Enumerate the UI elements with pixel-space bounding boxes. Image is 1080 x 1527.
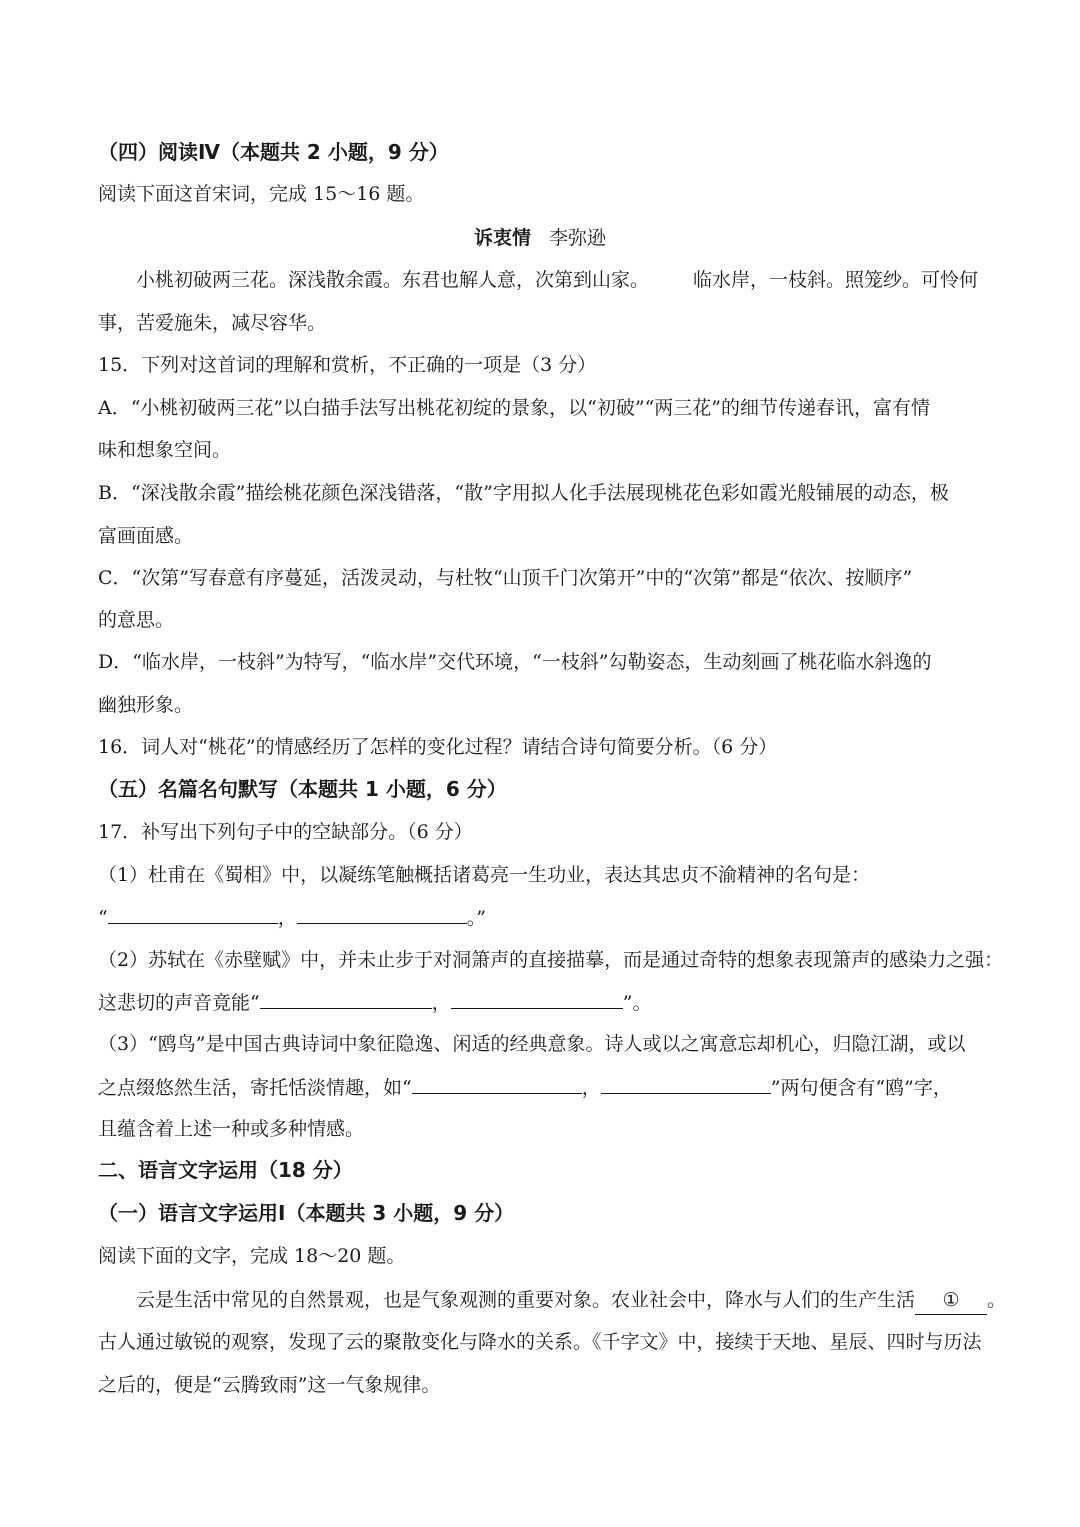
part-2-heading: 二、语言文字运用（18 分） xyxy=(98,1158,353,1182)
option-a-line-1: A．“小桃初破两三花”以白描手法写出桃花初绽的景象，以“初破”“两三花”的细节传递春讯，富有情 xyxy=(98,397,931,419)
poem-title: 诉衷情 xyxy=(473,227,531,249)
answer-blank-6[interactable] xyxy=(601,1073,771,1094)
question-17: 17．补写出下列句子中的空缺部分。（6 分） xyxy=(98,821,473,843)
poem-line-1a: 小桃初破两三花。深浅散余霞。东君也解人意，次第到山家。 xyxy=(136,269,650,291)
q17-part-1-answer-line xyxy=(98,903,984,932)
option-c-line-2: 的意思。 xyxy=(98,609,175,631)
q17-part-3-prompt: （3）“鸥鸟”是中国古典诗词中象征隐逸、闲适的经典意象。诗人或以之寓意忘却机心，归隐江湖，或以 xyxy=(98,1033,966,1055)
section-4-heading: （四）阅读Ⅳ（本题共 2 小题，9 分） xyxy=(98,140,449,164)
p3-prefix: 之点缀悠然生活，寄托恬淡情趣，如“ xyxy=(98,1077,412,1099)
poem-line-1 xyxy=(136,266,984,294)
p2-close-quote: ”。 xyxy=(622,992,652,1014)
option-d-line-1: D．“临水岸，一枝斜”为特写，“临水岸”交代环境，“一枝斜”勾勒姿态，生动刻画了桃花临水斜逸的 xyxy=(98,651,932,673)
q17-part-3-tail: 且蕴含着上述一种或多种情感。 xyxy=(98,1118,365,1140)
answer-blank-5[interactable] xyxy=(412,1073,582,1094)
q17-part-2-answer-line xyxy=(98,988,984,1017)
fill-in-marker-1[interactable]: ① xyxy=(915,1286,987,1315)
passage-line-1-text: 云是生活中常见的自然景观，也是气象观测的重要对象。农业社会中，降水与人们的生产生活 xyxy=(136,1289,916,1311)
p2-prefix: 这悲切的声音竟能“ xyxy=(98,992,260,1014)
q17-part-2-prompt: （2）苏轼在《赤壁赋》中，并未止步于对洞箫声的直接描摹，而是通过奇特的想象表现箫声的感染力之强： xyxy=(98,949,1004,971)
part-2-sub-heading: （一）语言文字运用Ⅰ（本题共 3 小题，9 分） xyxy=(98,1201,515,1225)
p1-comma: ， xyxy=(277,907,297,929)
answer-blank-1[interactable] xyxy=(108,903,278,924)
passage-line-3: 之后的，便是“云腾致雨”这一气象规律。 xyxy=(98,1374,441,1396)
p3-comma: ， xyxy=(581,1077,601,1099)
option-a-line-2: 味和想象空间。 xyxy=(98,439,232,461)
passage-line-2: 古人通过敏锐的观察，发现了云的聚散变化与降水的关系。《千字文》中，接续于天地、星辰、四时与历法 xyxy=(98,1331,982,1353)
option-c-line-1: C．“次第”写春意有序蔓延，活泼灵动，与杜牧“山顶千门次第开”中的“次第”都是“依次、按顺序” xyxy=(98,567,913,589)
q17-part-1-prompt: （1）杜甫在《蜀相》中，以凝练笔触概括诸葛亮一生功业，表达其忠贞不渝精神的名句是： xyxy=(98,864,871,886)
section-4-instruction: 阅读下面这首宋词，完成 15～16 题。 xyxy=(98,183,425,205)
p2-comma: ， xyxy=(431,992,451,1014)
poem-author: 李弥逊 xyxy=(549,227,607,249)
passage-line-1 xyxy=(136,1286,1007,1315)
answer-blank-4[interactable] xyxy=(451,988,623,1009)
poem-line-2: 事，苦爱施朱，减尽容华。 xyxy=(98,312,327,334)
p1-open-quote: “ xyxy=(98,907,108,929)
section-5-heading: （五）名篇名句默写（本题共 1 小题，6 分） xyxy=(98,777,507,801)
q17-part-3-answer-line xyxy=(98,1073,984,1102)
option-b-line-2: 富画面感。 xyxy=(98,525,194,547)
answer-blank-3[interactable] xyxy=(260,988,432,1009)
option-b-line-1: B．“深浅散余霞”描绘桃花颜色深浅错落，“散”字用拟人化手法展现桃花色彩如霞光般铺展的动态，极 xyxy=(98,482,949,504)
p1-close-quote: 。” xyxy=(466,907,486,929)
passage-line-1-end: 。 xyxy=(987,1289,1007,1311)
question-15: 15．下列对这首词的理解和赏析，不正确的一项是（3 分） xyxy=(98,354,597,376)
p3-suffix: ”两句便含有“鸥”字， xyxy=(770,1077,952,1099)
part-2-instruction: 阅读下面的文字，完成 18～20 题。 xyxy=(98,1245,406,1267)
poem-line-1b: 临水岸，一枝斜。照笼纱。可怜何 xyxy=(693,269,979,291)
answer-blank-2[interactable] xyxy=(297,903,467,924)
option-d-line-2: 幽独形象。 xyxy=(98,694,194,716)
poem-title-line xyxy=(0,224,1080,252)
question-16: 16．词人对“桃花”的情感经历了怎样的变化过程？请结合诗句简要分析。（6 分） xyxy=(98,736,778,758)
